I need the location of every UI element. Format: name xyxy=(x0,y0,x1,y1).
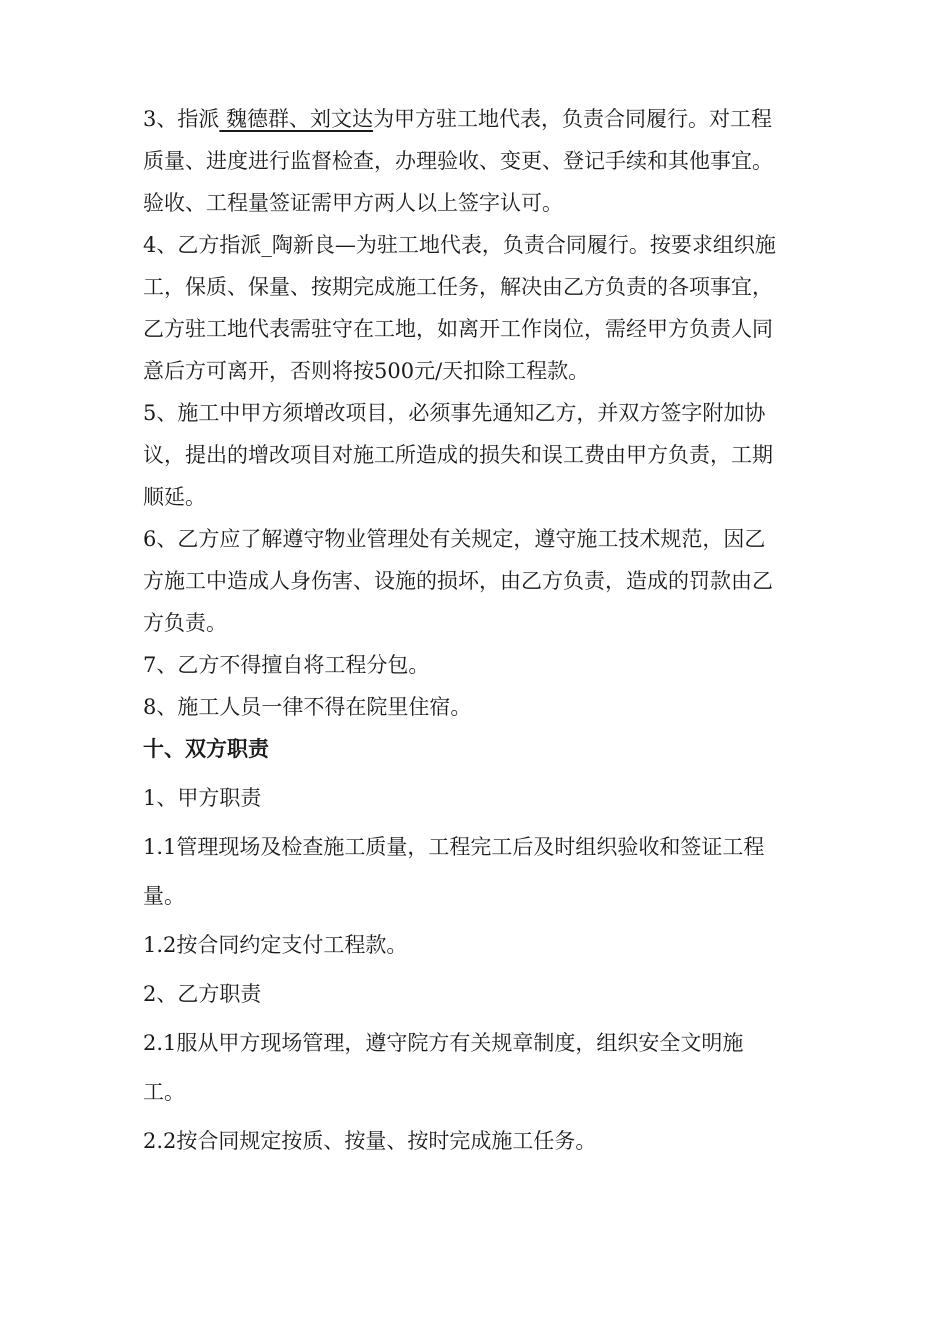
party-a-duty-1-1-line-1: 1.1管理现场及检查施工质量，工程完工后及时组织验收和签证工程 xyxy=(143,835,765,859)
party-b-duty-2-2: 2.2按合同规定按质、按量、按时完成施工任务。 xyxy=(143,1129,597,1153)
item-5-line-1: 5、施工中甲方须增改项目，必须事先通知乙方，并双方签字附加协 xyxy=(143,401,766,425)
item-5-line-3: 顺延。 xyxy=(143,485,206,509)
item-4-line-1: 4、乙方指派_陶新良—为驻工地代表，负责合同履行。按要求组织施 xyxy=(143,233,776,257)
item-3-line-1 xyxy=(143,104,823,134)
document-body xyxy=(143,104,823,1156)
item-3-line-2: 质量、进度进行监督检查，办理验收、变更、登记手续和其他事宜。 xyxy=(143,149,773,173)
item-6-line-1: 6、乙方应了解遵守物业管理处有关规定，遵守施工技术规范，因乙 xyxy=(143,527,766,551)
item-6-line-2: 方施工中造成人身伤害、设施的损坏，由乙方负责，造成的罚款由乙 xyxy=(143,569,773,593)
item-5-line-2: 议，提出的增改项目对施工所造成的损失和误工费由甲方负责，工期 xyxy=(143,443,773,467)
item-4-line-3: 乙方驻工地代表需驻守在工地，如离开工作岗位，需经甲方负责人同 xyxy=(143,317,773,341)
item-3-prefix: 3、指派 xyxy=(143,107,220,131)
item-8: 8、施工人员一律不得在院里住宿。 xyxy=(143,695,472,719)
party-a-duties-title: 1、甲方职责 xyxy=(143,786,262,810)
party-b-duty-2-1-line-1: 2.1服从甲方现场管理，遵守院方有关规章制度，组织安全文明施 xyxy=(143,1031,744,1055)
party-a-duty-1-2: 1.2按合同约定支付工程款。 xyxy=(143,933,408,957)
item-4-line-4: 意后方可离开，否则将按500元/天扣除工程款。 xyxy=(143,359,590,383)
item-3-rest: 为甲方驻工地代表，负责合同履行。对工程 xyxy=(373,107,773,131)
party-a-duty-1-1-line-2: 量。 xyxy=(143,884,185,908)
item-3-line-3: 验收、工程量签证需甲方两人以上签字认可。 xyxy=(143,191,563,215)
section-10-heading: 十、双方职责 xyxy=(143,736,269,761)
item-3-representatives: 魏德群、刘文达 xyxy=(219,107,374,131)
item-7: 7、乙方不得擅自将工程分包。 xyxy=(143,653,430,677)
party-b-duty-2-1-line-2: 工。 xyxy=(143,1080,185,1104)
party-b-duties-title: 2、乙方职责 xyxy=(143,982,262,1006)
item-4-line-2: 工，保质、保量、按期完成施工任务，解决由乙方负责的各项事宜， xyxy=(143,275,773,299)
item-6-line-3: 方负责。 xyxy=(143,611,227,635)
